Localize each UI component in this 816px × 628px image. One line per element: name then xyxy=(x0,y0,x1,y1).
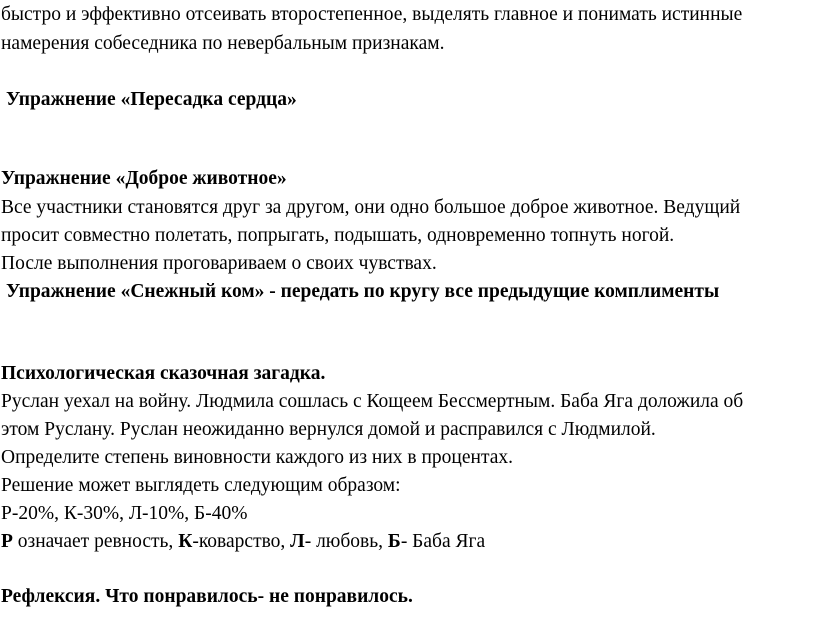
exercise-animal-title: Упражнение «Доброе животное» xyxy=(1,168,287,189)
legend-text-b: - Баба Яга xyxy=(400,531,486,552)
legend-letter-k: К xyxy=(178,531,193,552)
riddle-line-1: Руслан уехал на войну. Людмила сошлась с Кощеем Бессмертным. Баба Яга доложила об xyxy=(1,391,744,412)
exercise-snowball-title: Упражнение «Снежный ком» - передать по кругу все предыдущие комплименты xyxy=(6,281,720,302)
legend-letter-l: Л xyxy=(290,531,305,552)
legend-text-l: - любовь, xyxy=(304,531,388,552)
intro-line-1: быстро и эффективно отсеивать второстепенное, выделять главное и понимать истинные xyxy=(1,4,743,25)
riddle-legend xyxy=(1,529,485,555)
riddle-solution: Р-20%, К-30%, Л-10%, Б-40% xyxy=(1,503,248,524)
riddle-title: Психологическая сказочная загадка. xyxy=(1,363,326,384)
riddle-line-3: Определите степень виновности каждого из них в процентах. xyxy=(1,447,513,468)
exercise-animal-line-3: После выполнения проговариваем о своих чувствах. xyxy=(1,253,437,274)
exercise-animal-line-2: просит совместно полетать, попрыгать, подышать, одновременно топнуть ногой. xyxy=(1,225,675,246)
intro-line-2: намерения собеседника по невербальным признакам. xyxy=(1,33,445,54)
legend-letter-b: Б xyxy=(387,531,401,552)
exercise-heart-title: Упражнение «Пересадка сердца» xyxy=(6,89,297,110)
reflection-title: Рефлексия. Что понравилось- не понравилось. xyxy=(1,586,413,607)
exercise-animal-line-1: Все участники становятся друг за другом, они одно большое доброе животное. Ведущий xyxy=(1,197,741,218)
riddle-line-4: Решение может выглядеть следующим образом: xyxy=(1,475,401,496)
legend-text-k: -коварство, xyxy=(192,531,291,552)
legend-letter-r: Р xyxy=(1,531,13,552)
legend-text-r: означает ревность, xyxy=(12,531,179,552)
riddle-line-2: этом Руслану. Руслан неожиданно вернулся домой и расправился с Людмилой. xyxy=(1,419,656,440)
